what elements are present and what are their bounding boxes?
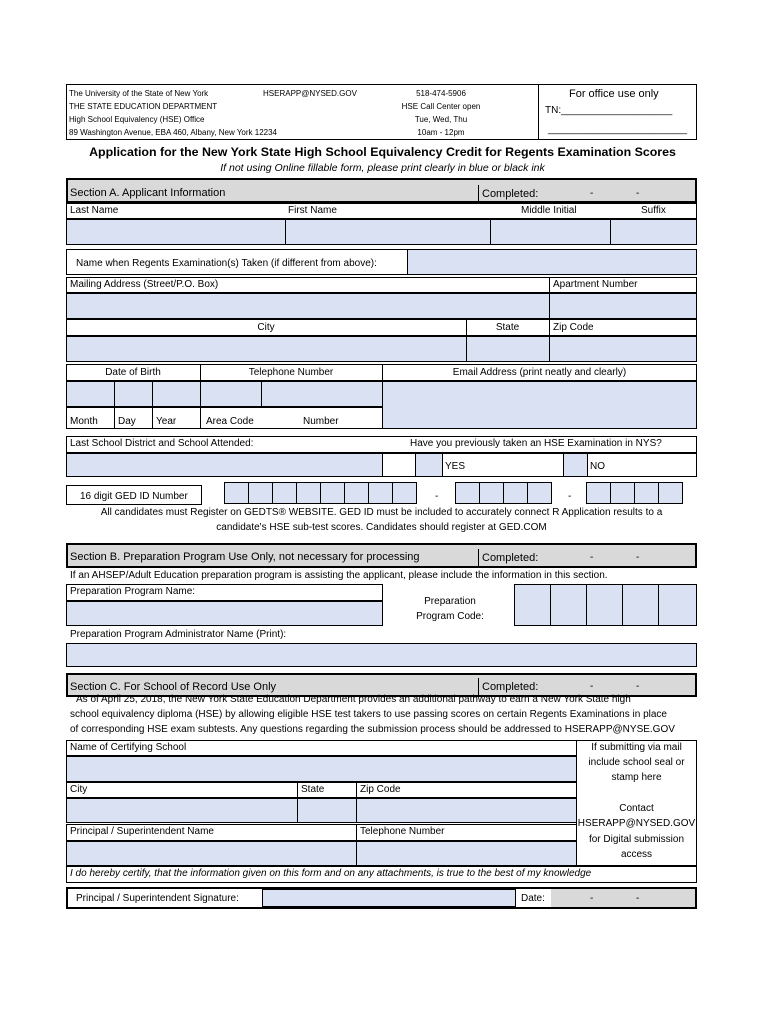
ged-dash-1: - xyxy=(435,491,439,502)
name-label-row xyxy=(66,203,697,219)
ged-digit-13[interactable] xyxy=(586,482,611,504)
area-code-label: Area Code xyxy=(206,416,254,427)
number-label: Number xyxy=(303,416,339,427)
email-label: Email Address (print neatly and clearly) xyxy=(452,367,627,378)
mailing-address-label: Mailing Address (Street/P.O. Box) xyxy=(70,279,219,290)
header-line1: The University of the State of New York xyxy=(69,89,209,98)
name-when-taken-field[interactable] xyxy=(407,249,697,275)
contact-4: access xyxy=(620,849,653,860)
dob-sub-d3 xyxy=(200,407,201,429)
middle-initial-field[interactable] xyxy=(490,219,611,245)
section-a-completed-divider xyxy=(478,185,479,203)
no-label: NO xyxy=(590,461,605,472)
ged-digit-11[interactable] xyxy=(503,482,528,504)
email-field[interactable] xyxy=(382,381,697,429)
school-state-label: State xyxy=(301,784,325,795)
page-subtitle: If not using Online fillable form, please print clearly in blue or black ink xyxy=(220,162,545,174)
dob-year-field[interactable] xyxy=(152,381,201,407)
section-c-completed-label: Completed: xyxy=(482,681,539,693)
section-a-title: Section A. Applicant Information xyxy=(70,187,226,199)
header-phone: 518-474-5906 xyxy=(416,89,466,98)
header-line4: 89 Washington Avenue, EBA 460, Albany, New York 12234 xyxy=(69,128,278,137)
program-code-3[interactable] xyxy=(586,584,623,626)
section-c-date-dash2: - xyxy=(636,681,640,692)
admin-name-label: Preparation Program Administrator Name (Print): xyxy=(70,629,287,640)
section-b-intro: If an AHSEP/Adult Education preparation program is assisting the applicant, please include the information in this section. xyxy=(70,570,608,581)
city-field[interactable] xyxy=(66,336,467,362)
ged-digit-16[interactable] xyxy=(658,482,683,504)
office-divider xyxy=(538,84,539,140)
ged-note-1: All candidates must Register on GEDTS® WEBSITE. GED ID must be included to accurately connect R Application results to a xyxy=(100,507,663,518)
contact-2: HSERAPP@NYSED.GOV xyxy=(577,818,696,829)
ged-note-2: candidate's HSE sub-test scores. Candidates should register at GED.COM xyxy=(216,522,547,533)
school-telephone-label: Telephone Number xyxy=(360,826,445,837)
school-city-label: City xyxy=(70,784,88,795)
last-school-field[interactable] xyxy=(66,453,383,477)
section-c-title: Section C. For School of Record Use Only xyxy=(70,681,277,693)
section-c-para-3: of corresponding HSE exam subtests. Any questions regarding the submission process should be addressed to HSERAPP@NYSE.GOV xyxy=(70,724,675,735)
program-code-2[interactable] xyxy=(550,584,587,626)
school-zip-divider xyxy=(356,782,357,798)
signature-date-dash1: - xyxy=(590,893,594,904)
zip-label: Zip Code xyxy=(553,322,594,333)
zip-field[interactable] xyxy=(549,336,697,362)
ged-id-label: 16 digit GED ID Number xyxy=(80,491,188,502)
program-name-label: Preparation Program Name: xyxy=(70,586,196,597)
area-code-field[interactable] xyxy=(200,381,262,407)
suffix-field[interactable] xyxy=(610,219,697,245)
tn-label: TN:____________________ xyxy=(545,105,673,116)
section-b-date-dash1: - xyxy=(590,552,594,563)
section-a-date-dash2: - xyxy=(636,188,640,199)
principal-name-label: Principal / Superintendent Name xyxy=(70,826,214,837)
telephone-label: Telephone Number xyxy=(248,367,334,378)
page-title: Application for the New York State High School Equivalency Credit for Regents Examination Scores xyxy=(89,145,676,159)
signature-date-field[interactable] xyxy=(551,889,695,907)
principal-name-field[interactable] xyxy=(66,841,357,866)
certify-statement: I do hereby certify, that the information given on this form and on any attachments, is true to the best of my knowledge xyxy=(70,868,592,879)
year-label: Year xyxy=(156,416,177,427)
ged-digit-15[interactable] xyxy=(634,482,659,504)
date-label: Date: xyxy=(521,893,545,904)
signature-label: Principal / Superintendent Signature: xyxy=(76,893,239,904)
city-label: City xyxy=(257,322,275,333)
contact-1: Contact xyxy=(619,803,654,814)
program-code-label-1: Preparation xyxy=(424,596,476,607)
ged-digit-7[interactable] xyxy=(368,482,393,504)
header-hours: 10am - 12pm xyxy=(417,128,465,137)
ged-digit-10[interactable] xyxy=(479,482,504,504)
ged-dash-2: - xyxy=(568,491,572,502)
ged-digit-2[interactable] xyxy=(248,482,273,504)
ged-digit-1[interactable] xyxy=(224,482,249,504)
school-zip-label: Zip Code xyxy=(360,784,401,795)
last-name-label: Last Name xyxy=(70,205,119,216)
mailing-address-field[interactable] xyxy=(66,293,550,319)
header-email: HSERAPP@NYSED.GOV xyxy=(263,89,357,98)
mail-note-1: If submitting via mail xyxy=(591,742,682,753)
day-label: Day xyxy=(118,416,136,427)
section-b-title: Section B. Preparation Program Use Only, not necessary for processing xyxy=(70,551,420,563)
dob-day-field[interactable] xyxy=(114,381,153,407)
section-b-date-dash2: - xyxy=(636,552,640,563)
section-c-para-2: school equivalency diploma (HSE) by allowing eligible HSE test takers to use passing scores on certain Regents Examinations in place xyxy=(70,709,667,720)
admin-name-field[interactable] xyxy=(66,643,697,667)
section-a-completed-label: Completed: xyxy=(482,188,539,200)
school-state-divider xyxy=(297,782,298,798)
section-c-date-dash1: - xyxy=(590,681,594,692)
hse-answer-frame xyxy=(382,453,697,477)
school-city-field[interactable] xyxy=(66,798,298,823)
apartment-divider xyxy=(549,277,550,293)
signature-date-dash2: - xyxy=(636,893,640,904)
program-code-label-2: Program Code: xyxy=(416,611,484,622)
month-label: Month xyxy=(70,416,98,427)
school-state-field[interactable] xyxy=(297,798,357,823)
school-name-label: Name of Certifying School xyxy=(70,742,187,753)
state-label: State xyxy=(495,322,520,333)
principal-divider xyxy=(356,824,357,841)
program-code-5[interactable] xyxy=(658,584,697,626)
dob-sub-d1 xyxy=(114,407,115,429)
section-a-date-dash1: - xyxy=(590,188,594,199)
signature-field[interactable] xyxy=(262,889,516,907)
ged-digit-3[interactable] xyxy=(272,482,297,504)
last-name-field[interactable] xyxy=(66,219,286,245)
zip-divider-a xyxy=(549,319,550,336)
name-when-taken-label: Name when Regents Examination(s) Taken (if different from above): xyxy=(76,258,377,269)
ged-digit-9[interactable] xyxy=(455,482,480,504)
school-name-field[interactable] xyxy=(66,756,577,782)
ged-digit-8[interactable] xyxy=(392,482,417,504)
school-zip-field[interactable] xyxy=(356,798,577,823)
contact-3: for Digital submission xyxy=(588,834,685,845)
yes-label: YES xyxy=(445,461,466,472)
ged-digit-4[interactable] xyxy=(296,482,321,504)
phone-number-field[interactable] xyxy=(261,381,383,407)
header-line2: THE STATE EDUCATION DEPARTMENT xyxy=(69,102,218,111)
ged-digit-12[interactable] xyxy=(527,482,552,504)
header-line3: High School Equivalency (HSE) Office xyxy=(69,115,205,124)
suffix-label: Suffix xyxy=(641,205,666,216)
middle-initial-label: Middle Initial xyxy=(521,205,577,216)
dob-label: Date of Birth xyxy=(105,367,161,378)
last-school-label: Last School District and School Attended: xyxy=(70,438,254,449)
first-name-field[interactable] xyxy=(285,219,491,245)
apartment-label: Apartment Number xyxy=(553,279,638,290)
tn-line2: _________________________ xyxy=(548,124,688,135)
state-field[interactable] xyxy=(466,336,550,362)
ged-digit-5[interactable] xyxy=(320,482,345,504)
ged-digit-6[interactable] xyxy=(344,482,369,504)
section-c-para-1: As of April 25, 2018, the New York State Education Department provides an additional pathway to earn a New York State high xyxy=(76,694,631,705)
mail-note-2: include school seal or xyxy=(588,757,685,768)
header-call-center: HSE Call Center open xyxy=(401,102,481,111)
dob-month-field[interactable] xyxy=(66,381,115,407)
program-code-1[interactable] xyxy=(514,584,551,626)
section-b-completed-label: Completed: xyxy=(482,552,539,564)
program-name-field[interactable] xyxy=(66,601,383,626)
section-b-completed-divider xyxy=(478,549,479,568)
mail-note-3: stamp here xyxy=(611,772,662,783)
first-name-label: First Name xyxy=(288,205,337,216)
dob-sub-d2 xyxy=(152,407,153,429)
school-telephone-field[interactable] xyxy=(356,841,577,866)
program-code-4[interactable] xyxy=(622,584,659,626)
hse-question-label: Have you previously taken an HSE Examination in NYS? xyxy=(410,438,662,449)
header-days: Tue, Wed, Thu xyxy=(414,115,468,124)
apartment-field[interactable] xyxy=(549,293,697,319)
ged-digit-14[interactable] xyxy=(610,482,635,504)
office-use-label: For office use only xyxy=(569,88,659,100)
